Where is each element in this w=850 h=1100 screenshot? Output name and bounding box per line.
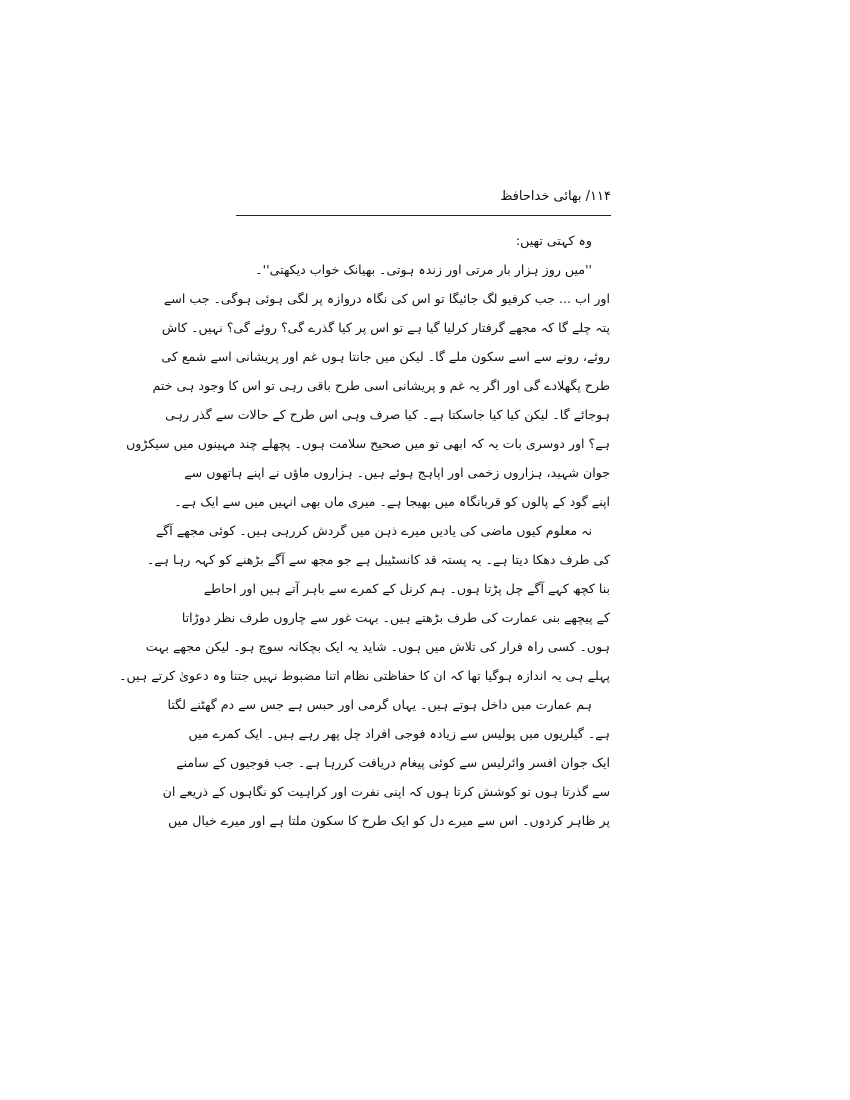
text-line: پہلے ہی یہ اندازہ ہوگیا تھا کہ ان کا حفاظتی نظام اتنا مضبوط نہیں جتنا وہ دعویٰ کرتے ہیں۔ [119, 668, 610, 683]
body-text [119, 226, 610, 835]
text-line: سے گذرتا ہوں تو کوشش کرتا ہوں کہ اپنی نفرت اور کراہیت کو نگاہوں کے ذریعے ان [162, 784, 610, 799]
page-header [236, 180, 611, 216]
text-line: جوان شہید، ہزاروں زخمی اور اپاہج ہوئے ہیں۔ ہزاروں ماؤں نے اپنے ہاتھوں سے [184, 465, 610, 480]
running-title: ۱۱۴/ بھائی خداحافظ [500, 189, 611, 204]
text-line: ''میں روز ہزار بار مرتی اور زندہ ہوتی۔ بھیانک خواب دیکھتی''۔ [255, 262, 592, 277]
text-line: وہ کہتی تھیں: [515, 233, 592, 248]
text-line: پتہ چلے گا کہ مجھے گرفتار کرلیا گیا ہے تو اس پر کیا گذرے گی؟ روئے گی؟ نہیں۔ کاش [161, 320, 610, 335]
text-line: ہوجائے گا۔ لیکن کیا کیا جاسکتا ہے۔ کیا صرف وہی اس طرح کے حالات سے گذر رہی [165, 407, 610, 422]
text-line: کے پیچھے بنی عمارت کی طرف بڑھتے ہیں۔ بہت غور سے چاروں طرف نظر دوڑاتا [181, 610, 610, 625]
text-line: اور اب ... جب کرفیو لگ جائیگا تو اس کی نگاہ دروازہ پر لگی ہوئی ہوگی۔ جب اسے [163, 291, 610, 306]
text-line: روئے، رونے سے اسے سکون ملے گا۔ لیکن میں جانتا ہوں غم اور پریشانی اسے شمع کی [161, 349, 610, 364]
text-line: اپنے گود کے پالوں کو قربانگاہ میں بھیجا ہے۔ میری ماں بھی انہیں میں سے ایک ہے۔ [174, 494, 610, 509]
text-line: طرح پگھلادے گی اور اگر یہ غم و پریشانی اسی طرح باقی رہی تو اس کا وجود ہی ختم [152, 378, 610, 393]
text-line: ہے۔ گیلریوں میں پولیس سے زیادہ فوجی افراد چل پھر رہے ہیں۔ ایک کمرے میں [188, 726, 610, 741]
text-line: پر ظاہر کردوں۔ اس سے میرے دل کو ایک طرح کا سکون ملتا ہے اور میرے خیال میں [168, 813, 610, 828]
header-rule [236, 215, 611, 216]
text-line: بنا کچھ کہے آگے چل پڑتا ہوں۔ ہم کرنل کے کمرے سے باہر آتے ہیں اور احاطے [203, 581, 610, 596]
text-line: نہ معلوم کیوں ماضی کی یادیں میرے ذہن میں گردش کررہی ہیں۔ کوئی مجھے آگے [155, 523, 592, 538]
text-line: ہوں۔ کسی راہ فرار کی تلاش میں ہوں۔ شاید یہ ایک بچکانہ سوچ ہو۔ لیکن مجھے بہت [145, 639, 610, 654]
text-line: ہم عمارت میں داخل ہوتے ہیں۔ یہاں گرمی اور حبس ہے جس سے دم گھٹنے لگتا [167, 697, 592, 712]
text-line: کی طرف دھکا دیتا ہے۔ یہ پستہ قد کانسٹیبل ہے جو مجھ سے آگے بڑھنے کو کہہ رہا ہے۔ [146, 552, 610, 567]
text-line: ہے؟ اور دوسری بات یہ کہ ابھی تو میں صحیح سلامت ہوں۔ پچھلے چند مہینوں میں سیکڑوں [126, 436, 610, 451]
text-line: ایک جوان افسر وائرلیس سے کوئی پیغام دریافت کررہا ہے۔ جب فوجیوں کے سامنے [176, 755, 610, 770]
